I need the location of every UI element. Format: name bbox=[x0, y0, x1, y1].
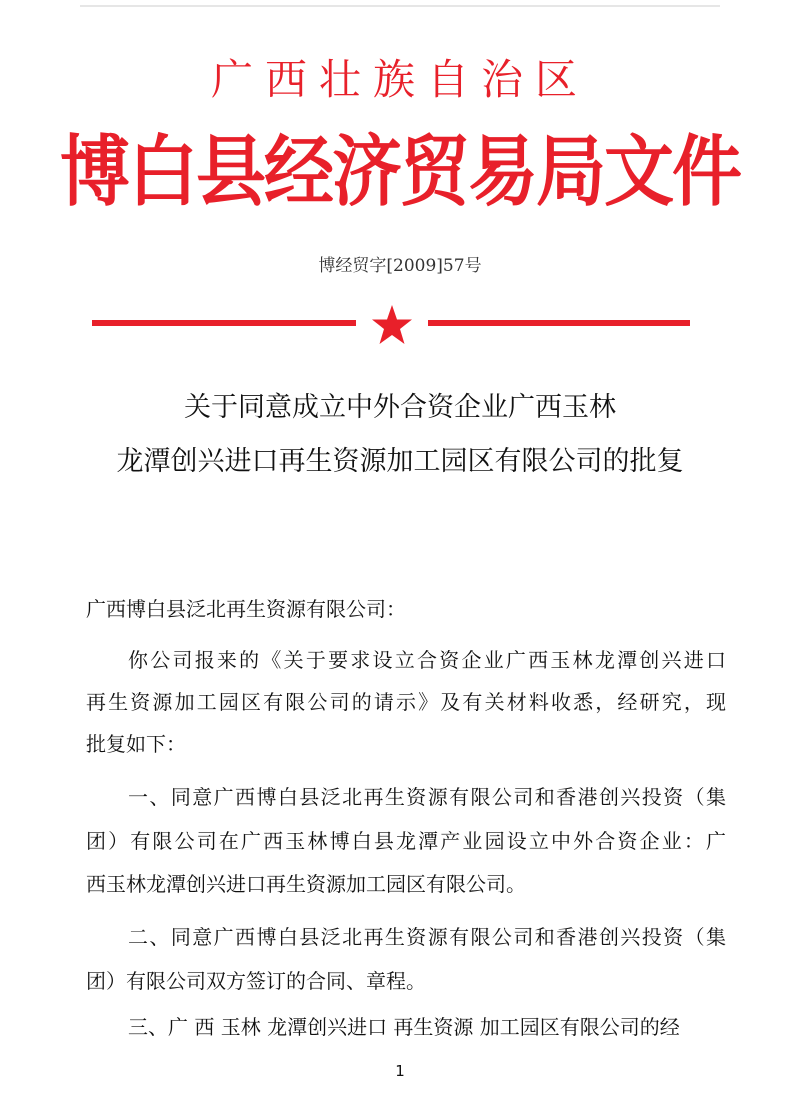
issuing-bureau-title: 博白县经济贸易局文件 bbox=[60, 126, 740, 218]
body-line: 团）有限公司双方签订的合同、章程。 bbox=[86, 969, 426, 993]
red-divider-left bbox=[92, 320, 356, 326]
document-number: 博经贸字[2009]57号 bbox=[318, 256, 482, 276]
issuing-region: 广西壮族自治区 bbox=[210, 55, 589, 104]
body-line: 一、同意广西博白县泛北再生资源有限公司和香港创兴投资（集 bbox=[128, 785, 726, 809]
document-title-line-2: 龙潭创兴进口再生资源加工园区有限公司的批复 bbox=[116, 446, 684, 477]
body-line: 二、同意广西博白县泛北再生资源有限公司和香港创兴投资（集 bbox=[128, 925, 726, 949]
page-number: 1 bbox=[395, 1062, 405, 1080]
body-line: 团）有限公司在广西玉林博白县龙潭产业园设立中外合资企业：广 bbox=[86, 829, 726, 853]
top-scan-edge bbox=[80, 5, 720, 7]
body-line: 西玉林龙潭创兴进口再生资源加工园区有限公司。 bbox=[86, 872, 526, 896]
body-line: 你公司报来的《关于要求设立合资企业广西玉林龙潭创兴进口 bbox=[128, 648, 726, 672]
addressee: 广西博白县泛北再生资源有限公司： bbox=[86, 597, 406, 621]
body-line: 再生资源加工园区有限公司的请示》及有关材料收悉，经研究，现 bbox=[86, 690, 726, 714]
red-divider-right bbox=[428, 320, 690, 326]
red-star-icon bbox=[370, 303, 414, 347]
document-title-line-1: 关于同意成立中外合资企业广西玉林 bbox=[184, 392, 616, 423]
body-line: 三、广 西 玉林 龙潭创兴进口 再生资源 加工园区有限公司的经 bbox=[128, 1015, 680, 1039]
body-line: 批复如下： bbox=[86, 732, 186, 756]
